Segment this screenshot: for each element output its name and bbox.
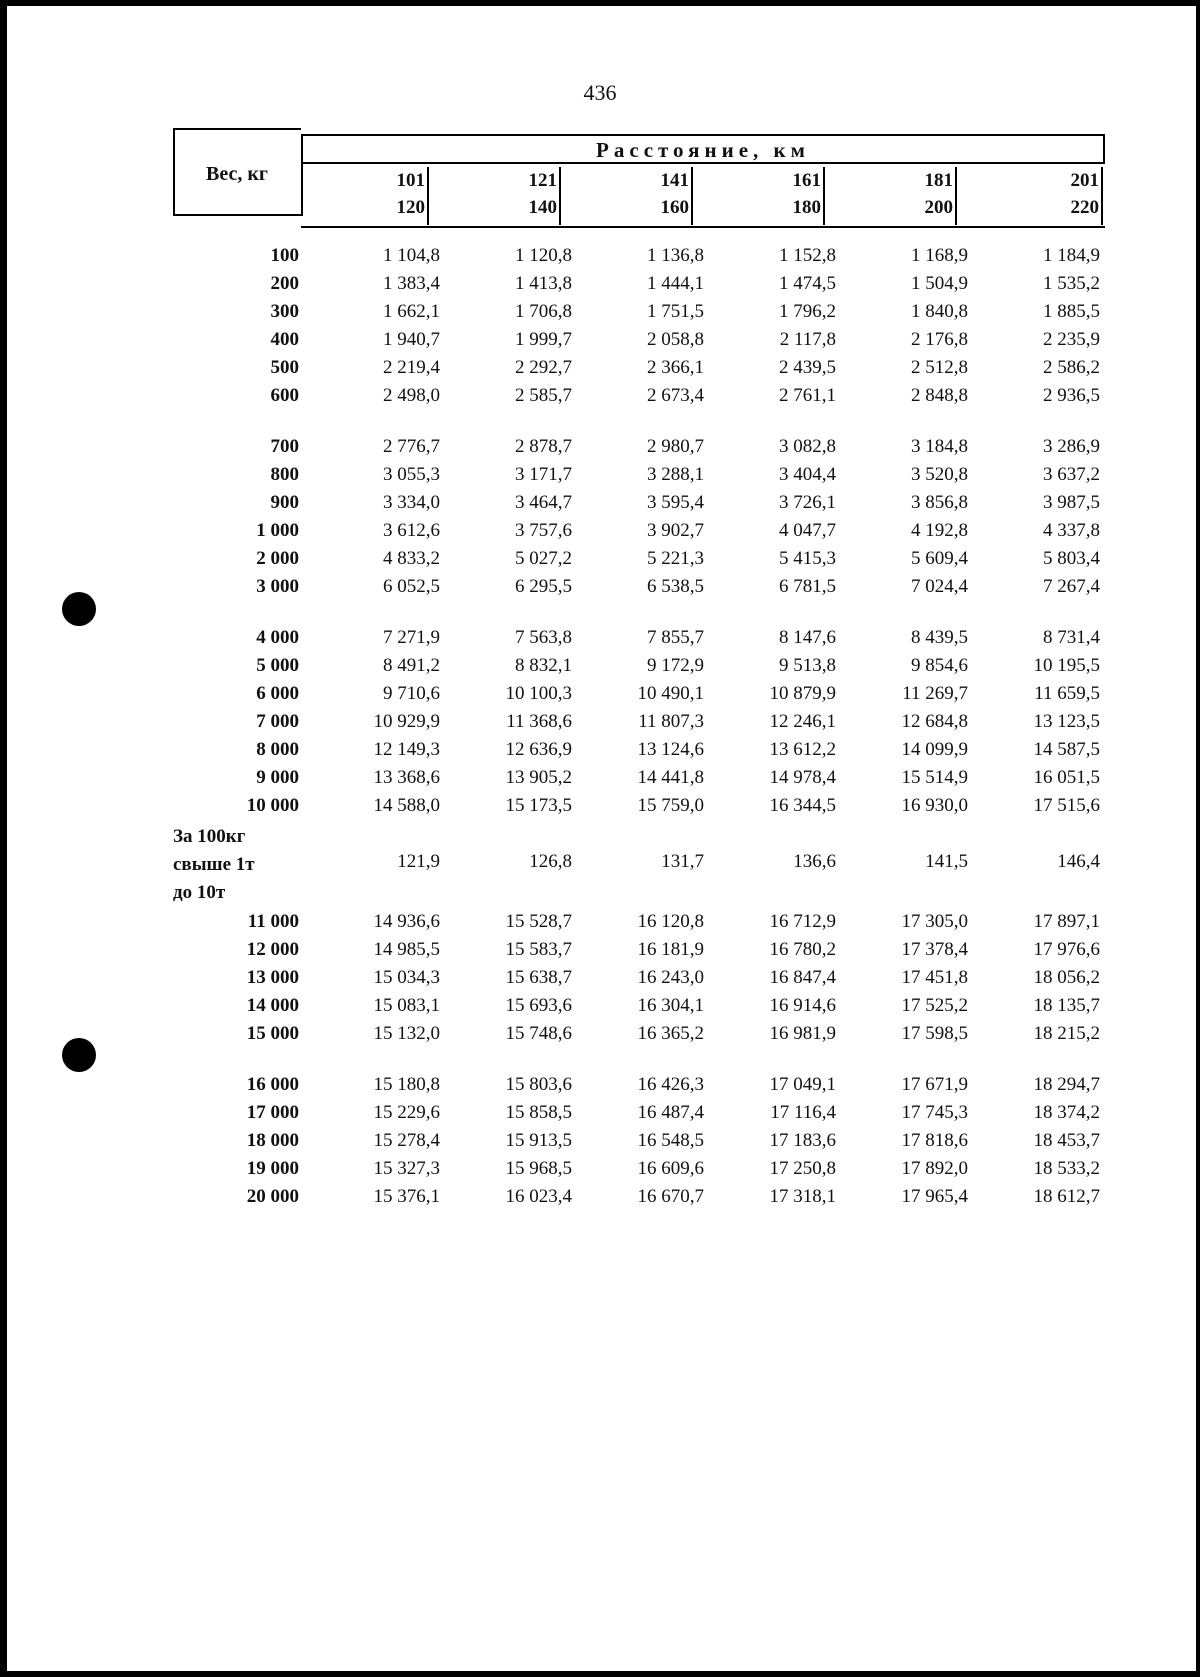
rate-cell: 4 833,2 [383, 548, 440, 569]
rate-cell: 17 305,0 [901, 911, 968, 932]
rate-cell: 18 612,7 [1033, 1186, 1100, 1207]
table-row [0, 911, 1200, 939]
table-row [0, 627, 1200, 655]
rate-cell: 16 365,2 [637, 1023, 704, 1044]
rate-cell: 17 378,4 [901, 939, 968, 960]
scan-edge-top [0, 0, 1200, 6]
rate-cell: 8 147,6 [779, 627, 836, 648]
weight-cell: 20 000 [246, 1186, 299, 1207]
table-row [0, 1102, 1200, 1130]
rate-cell: 18 135,7 [1033, 995, 1100, 1016]
rate-cell: 17 049,1 [769, 1074, 836, 1095]
rate-cell: 3 595,4 [647, 492, 704, 513]
rate-cell: 11 659,5 [1034, 683, 1100, 704]
table-row [0, 301, 1200, 329]
rate-cell: 16 914,6 [769, 995, 836, 1016]
rate-cell: 6 781,5 [779, 576, 836, 597]
rate-cell: 14 441,8 [637, 767, 704, 788]
distance-column-header: 101 120 [323, 167, 429, 225]
rate-cell: 13 124,6 [637, 739, 704, 760]
rate-cell: 2 585,7 [515, 385, 572, 406]
weight-cell: 12 000 [246, 939, 299, 960]
weight-cell: 1 000 [256, 520, 299, 541]
rate-cell: 15 376,1 [373, 1186, 440, 1207]
rate-cell: 16 243,0 [637, 967, 704, 988]
rate-cell: 2 936,5 [1043, 385, 1100, 406]
distance-column-header: 121 140 [455, 167, 561, 225]
rate-cell: 1 840,8 [911, 301, 968, 322]
rate-cell: 7 855,7 [647, 627, 704, 648]
rate-cell: 16 847,4 [769, 967, 836, 988]
table-row [0, 329, 1200, 357]
rate-cell: 2 878,7 [515, 436, 572, 457]
rate-cell: 6 538,5 [647, 576, 704, 597]
table-row [0, 939, 1200, 967]
rate-cell: 1 940,7 [383, 329, 440, 350]
rate-cell: 5 027,2 [515, 548, 572, 569]
weight-cell: 600 [270, 385, 299, 406]
rate-cell: 4 337,8 [1043, 520, 1100, 541]
rate-cell: 15 083,1 [373, 995, 440, 1016]
rate-cell: 3 404,4 [779, 464, 836, 485]
rate-cell: 1 413,8 [515, 273, 572, 294]
weight-cell: 13 000 [246, 967, 299, 988]
rate-cell: 16 609,6 [637, 1158, 704, 1179]
weight-cell: 11 000 [247, 911, 299, 932]
rate-cell: 1 444,1 [647, 273, 704, 294]
rate-cell: 3 464,7 [515, 492, 572, 513]
rate-cell: 3 757,6 [515, 520, 572, 541]
rate-cell: 15 913,5 [505, 1130, 572, 1151]
rate-cell: 15 229,6 [373, 1102, 440, 1123]
rate-cell: 16 712,9 [769, 911, 836, 932]
rate-cell: 4 047,7 [779, 520, 836, 541]
surcharge-cell: 136,6 [793, 851, 836, 872]
table-row [0, 655, 1200, 683]
rate-cell: 5 609,4 [911, 548, 968, 569]
rate-cell: 17 250,8 [769, 1158, 836, 1179]
table-row [0, 520, 1200, 548]
rate-cell: 15 278,4 [373, 1130, 440, 1151]
weight-column-header: Вес, кг [206, 163, 268, 185]
rate-cell: 2 673,4 [647, 385, 704, 406]
rate-cell: 2 512,8 [911, 357, 968, 378]
rate-cell: 17 183,6 [769, 1130, 836, 1151]
rate-cell: 2 498,0 [383, 385, 440, 406]
rate-cell: 6 052,5 [383, 576, 440, 597]
distance-column-header: 141 160 [587, 167, 693, 225]
rate-cell: 15 858,5 [505, 1102, 572, 1123]
rate-cell: 17 671,9 [901, 1074, 968, 1095]
rate-cell: 17 598,5 [901, 1023, 968, 1044]
rate-cell: 16 120,8 [637, 911, 704, 932]
rate-cell: 18 294,7 [1033, 1074, 1100, 1095]
rate-cell: 15 180,8 [373, 1074, 440, 1095]
rate-cell: 17 525,2 [901, 995, 968, 1016]
rate-cell: 1 999,7 [515, 329, 572, 350]
weight-cell: 8 000 [256, 739, 299, 760]
rate-cell: 8 439,5 [911, 627, 968, 648]
rate-cell: 17 897,1 [1033, 911, 1100, 932]
rate-cell: 1 504,9 [911, 273, 968, 294]
rate-cell: 17 965,4 [901, 1186, 968, 1207]
rate-cell: 5 221,3 [647, 548, 704, 569]
table-row [0, 245, 1200, 273]
rate-cell: 15 514,9 [901, 767, 968, 788]
rate-cell: 16 981,9 [769, 1023, 836, 1044]
rate-cell: 8 832,1 [515, 655, 572, 676]
table-row [0, 273, 1200, 301]
rate-cell: 2 439,5 [779, 357, 836, 378]
rate-cell: 16 930,0 [901, 795, 968, 816]
weight-cell: 500 [270, 357, 299, 378]
surcharge-cell: 146,4 [1057, 851, 1100, 872]
rate-cell: 16 304,1 [637, 995, 704, 1016]
rate-cell: 3 334,0 [383, 492, 440, 513]
rate-cell: 1 885,5 [1043, 301, 1100, 322]
weight-cell: 16 000 [246, 1074, 299, 1095]
rate-cell: 15 748,6 [505, 1023, 572, 1044]
rate-cell: 2 292,7 [515, 357, 572, 378]
rate-cell: 3 902,7 [647, 520, 704, 541]
rate-cell: 1 184,9 [1043, 245, 1100, 266]
rate-cell: 18 056,2 [1033, 967, 1100, 988]
weight-cell: 9 000 [256, 767, 299, 788]
table-row [0, 683, 1200, 711]
rate-cell: 14 985,5 [373, 939, 440, 960]
distance-header: Расстояние, км [596, 138, 810, 162]
rate-cell: 1 474,5 [779, 273, 836, 294]
table-row [0, 967, 1200, 995]
rate-cell: 2 586,2 [1043, 357, 1100, 378]
weight-cell: 800 [270, 464, 299, 485]
rate-cell: 1 152,8 [779, 245, 836, 266]
rate-cell: 3 184,8 [911, 436, 968, 457]
weight-cell: 2 000 [256, 548, 299, 569]
rate-cell: 1 751,5 [647, 301, 704, 322]
table-row [0, 464, 1200, 492]
surcharge-cell: 141,5 [925, 851, 968, 872]
rate-cell: 6 295,5 [515, 576, 572, 597]
rate-cell: 2 058,8 [647, 329, 704, 350]
rate-cell: 18 453,7 [1033, 1130, 1100, 1151]
rate-cell: 2 366,1 [647, 357, 704, 378]
weight-cell: 4 000 [256, 627, 299, 648]
rate-cell: 15 968,5 [505, 1158, 572, 1179]
rate-cell: 3 520,8 [911, 464, 968, 485]
weight-cell: 15 000 [246, 1023, 299, 1044]
rate-cell: 3 726,1 [779, 492, 836, 513]
rate-cell: 3 055,3 [383, 464, 440, 485]
rate-cell: 2 219,4 [383, 357, 440, 378]
weight-cell: 7 000 [256, 711, 299, 732]
rate-cell: 9 710,6 [383, 683, 440, 704]
rate-cell: 2 235,9 [1043, 329, 1100, 350]
rate-cell: 3 288,1 [647, 464, 704, 485]
table-row [0, 711, 1200, 739]
rate-cell: 10 100,3 [505, 683, 572, 704]
rate-cell: 3 637,2 [1043, 464, 1100, 485]
weight-cell: 14 000 [246, 995, 299, 1016]
rate-cell: 12 149,3 [373, 739, 440, 760]
rate-cell: 16 426,3 [637, 1074, 704, 1095]
rate-cell: 12 246,1 [769, 711, 836, 732]
table-row [0, 1186, 1200, 1214]
surcharge-label-line: За 100кг [173, 826, 246, 847]
rate-cell: 14 978,4 [769, 767, 836, 788]
rate-cell: 2 761,1 [779, 385, 836, 406]
rate-cell: 17 892,0 [901, 1158, 968, 1179]
rate-cell: 17 318,1 [769, 1186, 836, 1207]
rate-cell: 12 636,9 [505, 739, 572, 760]
rate-cell: 14 936,6 [373, 911, 440, 932]
rate-cell: 2 848,8 [911, 385, 968, 406]
rate-cell: 17 116,4 [770, 1102, 836, 1123]
rate-cell: 16 780,2 [769, 939, 836, 960]
rate-cell: 10 879,9 [769, 683, 836, 704]
rate-cell: 18 533,2 [1033, 1158, 1100, 1179]
tariff-table-body [0, 245, 1200, 1214]
surcharge-cell: 131,7 [661, 851, 704, 872]
rate-cell: 15 528,7 [505, 911, 572, 932]
rate-cell: 15 693,6 [505, 995, 572, 1016]
rate-cell: 9 513,8 [779, 655, 836, 676]
rate-cell: 5 415,3 [779, 548, 836, 569]
rate-cell: 15 759,0 [637, 795, 704, 816]
table-row [0, 492, 1200, 520]
rate-cell: 7 024,4 [911, 576, 968, 597]
table-row [0, 767, 1200, 795]
rate-cell: 15 173,5 [505, 795, 572, 816]
rate-cell: 15 803,6 [505, 1074, 572, 1095]
table-row [0, 357, 1200, 385]
rate-cell: 1 796,2 [779, 301, 836, 322]
rate-cell: 13 905,2 [505, 767, 572, 788]
table-row [0, 436, 1200, 464]
rate-cell: 10 195,5 [1033, 655, 1100, 676]
rate-cell: 17 515,6 [1033, 795, 1100, 816]
table-row [0, 1158, 1200, 1186]
distance-column-header: 201 220 [983, 167, 1103, 225]
rate-cell: 14 588,0 [373, 795, 440, 816]
weight-cell: 100 [270, 245, 299, 266]
weight-cell: 19 000 [246, 1158, 299, 1179]
rate-cell: 16 181,9 [637, 939, 704, 960]
rate-cell: 13 368,6 [373, 767, 440, 788]
rate-cell: 14 587,5 [1033, 739, 1100, 760]
rate-cell: 15 327,3 [373, 1158, 440, 1179]
rate-cell: 16 344,5 [769, 795, 836, 816]
table-row [0, 385, 1200, 413]
rate-cell: 2 980,7 [647, 436, 704, 457]
rate-cell: 17 745,3 [901, 1102, 968, 1123]
surcharge-cell: 126,8 [529, 851, 572, 872]
rate-cell: 12 684,8 [901, 711, 968, 732]
rate-cell: 16 548,5 [637, 1130, 704, 1151]
weight-cell: 10 000 [246, 795, 299, 816]
rate-cell: 1 136,8 [647, 245, 704, 266]
rate-cell: 15 583,7 [505, 939, 572, 960]
rate-cell: 11 269,7 [902, 683, 968, 704]
rate-cell: 8 491,2 [383, 655, 440, 676]
weight-cell: 300 [270, 301, 299, 322]
rate-cell: 15 034,3 [373, 967, 440, 988]
rate-cell: 10 929,9 [373, 711, 440, 732]
weight-cell: 18 000 [246, 1130, 299, 1151]
rate-cell: 18 374,2 [1033, 1102, 1100, 1123]
surcharge-label-line: свыше 1т [173, 854, 255, 875]
rate-cell: 17 976,6 [1033, 939, 1100, 960]
table-row [0, 1074, 1200, 1102]
rate-cell: 17 451,8 [901, 967, 968, 988]
rate-cell: 11 807,3 [638, 711, 704, 732]
table-row [0, 1023, 1200, 1051]
rate-cell: 7 563,8 [515, 627, 572, 648]
weight-cell: 6 000 [256, 683, 299, 704]
rate-cell: 14 099,9 [901, 739, 968, 760]
surcharge-label-line: до 10т [173, 882, 226, 903]
weight-cell: 17 000 [246, 1102, 299, 1123]
rate-cell: 1 104,8 [383, 245, 440, 266]
surcharge-row [0, 823, 1200, 911]
rate-cell: 1 706,8 [515, 301, 572, 322]
rate-cell: 15 638,7 [505, 967, 572, 988]
weight-cell: 200 [270, 273, 299, 294]
table-row [0, 1130, 1200, 1158]
rate-cell: 15 132,0 [373, 1023, 440, 1044]
rate-cell: 3 286,9 [1043, 436, 1100, 457]
page-number: 436 [583, 80, 617, 105]
rate-cell: 3 082,8 [779, 436, 836, 457]
rate-cell: 3 171,7 [515, 464, 572, 485]
rate-cell: 2 117,8 [779, 329, 836, 350]
weight-cell: 900 [270, 492, 299, 513]
table-row [0, 739, 1200, 767]
rate-cell: 1 383,4 [383, 273, 440, 294]
rate-cell: 1 535,2 [1043, 273, 1100, 294]
rate-cell: 16 023,4 [505, 1186, 572, 1207]
scan-edge-bottom [0, 1671, 1200, 1677]
weight-cell: 3 000 [256, 576, 299, 597]
table-row [0, 576, 1200, 604]
table-header [173, 128, 1105, 229]
table-row [0, 795, 1200, 823]
rate-cell: 11 368,6 [506, 711, 572, 732]
rate-cell: 1 168,9 [911, 245, 968, 266]
rate-cell: 16 051,5 [1033, 767, 1100, 788]
rate-cell: 13 612,2 [769, 739, 836, 760]
table-row [0, 995, 1200, 1023]
surcharge-label [173, 823, 255, 907]
rate-cell: 9 172,9 [647, 655, 704, 676]
weight-cell: 700 [270, 436, 299, 457]
rate-cell: 10 490,1 [637, 683, 704, 704]
rate-cell: 16 670,7 [637, 1186, 704, 1207]
weight-cell: 400 [270, 329, 299, 350]
rate-cell: 5 803,4 [1043, 548, 1100, 569]
rate-cell: 2 776,7 [383, 436, 440, 457]
rate-cell: 7 271,9 [383, 627, 440, 648]
rate-cell: 1 120,8 [515, 245, 572, 266]
rate-cell: 3 612,6 [383, 520, 440, 541]
distance-column-header: 181 200 [851, 167, 957, 225]
table-row [0, 548, 1200, 576]
rate-cell: 17 818,6 [901, 1130, 968, 1151]
rate-cell: 13 123,5 [1033, 711, 1100, 732]
surcharge-cell: 121,9 [397, 851, 440, 872]
rate-cell: 18 215,2 [1033, 1023, 1100, 1044]
rate-cell: 3 856,8 [911, 492, 968, 513]
weight-cell: 5 000 [256, 655, 299, 676]
rate-cell: 4 192,8 [911, 520, 968, 541]
rate-cell: 2 176,8 [911, 329, 968, 350]
rate-cell: 7 267,4 [1043, 576, 1100, 597]
rate-cell: 3 987,5 [1043, 492, 1100, 513]
distance-column-header: 161 180 [719, 167, 825, 225]
rate-cell: 8 731,4 [1043, 627, 1100, 648]
rate-cell: 1 662,1 [383, 301, 440, 322]
rate-cell: 9 854,6 [911, 655, 968, 676]
rate-cell: 16 487,4 [637, 1102, 704, 1123]
